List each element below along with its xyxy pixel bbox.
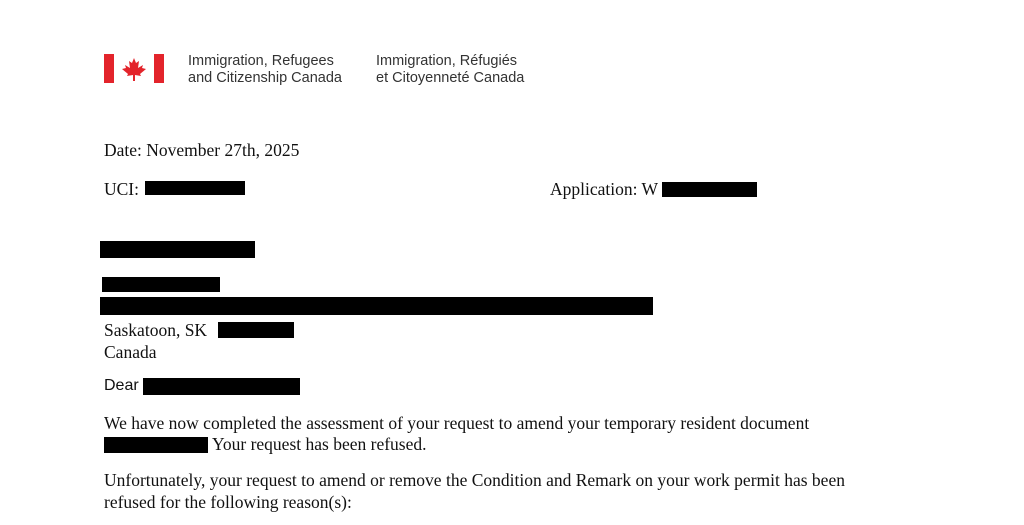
- salutation: Dear: [104, 377, 139, 394]
- redaction: [100, 241, 255, 258]
- department-name-fr: [376, 53, 524, 87]
- redaction: [100, 297, 653, 315]
- redaction: [104, 437, 208, 453]
- address-country: Canada: [104, 342, 157, 362]
- redaction: [662, 182, 757, 197]
- application-label: Application: W: [550, 179, 659, 199]
- dept-fr-line2: et Citoyenneté Canada: [376, 70, 525, 86]
- paragraph2-line2: refused for the following reason(s):: [104, 492, 352, 512]
- uci-label: UCI:: [104, 179, 139, 199]
- address-city: Saskatoon, SK: [104, 320, 208, 340]
- dept-en-line1: Immigration, Refugees: [188, 53, 334, 69]
- dept-fr-line1: Immigration, Réfugiés: [376, 53, 518, 69]
- paragraph1-line1: We have now completed the assessment of your request to amend your temporary resident document: [104, 413, 810, 433]
- paragraph2-line1: Unfortunately, your request to amend or remove the Condition and Remark on your work permit has been: [104, 470, 845, 490]
- redaction: [102, 277, 220, 292]
- redaction: [218, 322, 294, 338]
- paragraph1-line2: Your request has been refused.: [212, 434, 427, 454]
- redaction: [145, 181, 245, 195]
- dept-en-line2: and Citizenship Canada: [188, 70, 342, 86]
- letter-date: Date: November 27th, 2025: [104, 140, 300, 160]
- department-name-en: [188, 53, 342, 87]
- redaction: [143, 378, 300, 395]
- maple-leaf-icon: [118, 56, 150, 82]
